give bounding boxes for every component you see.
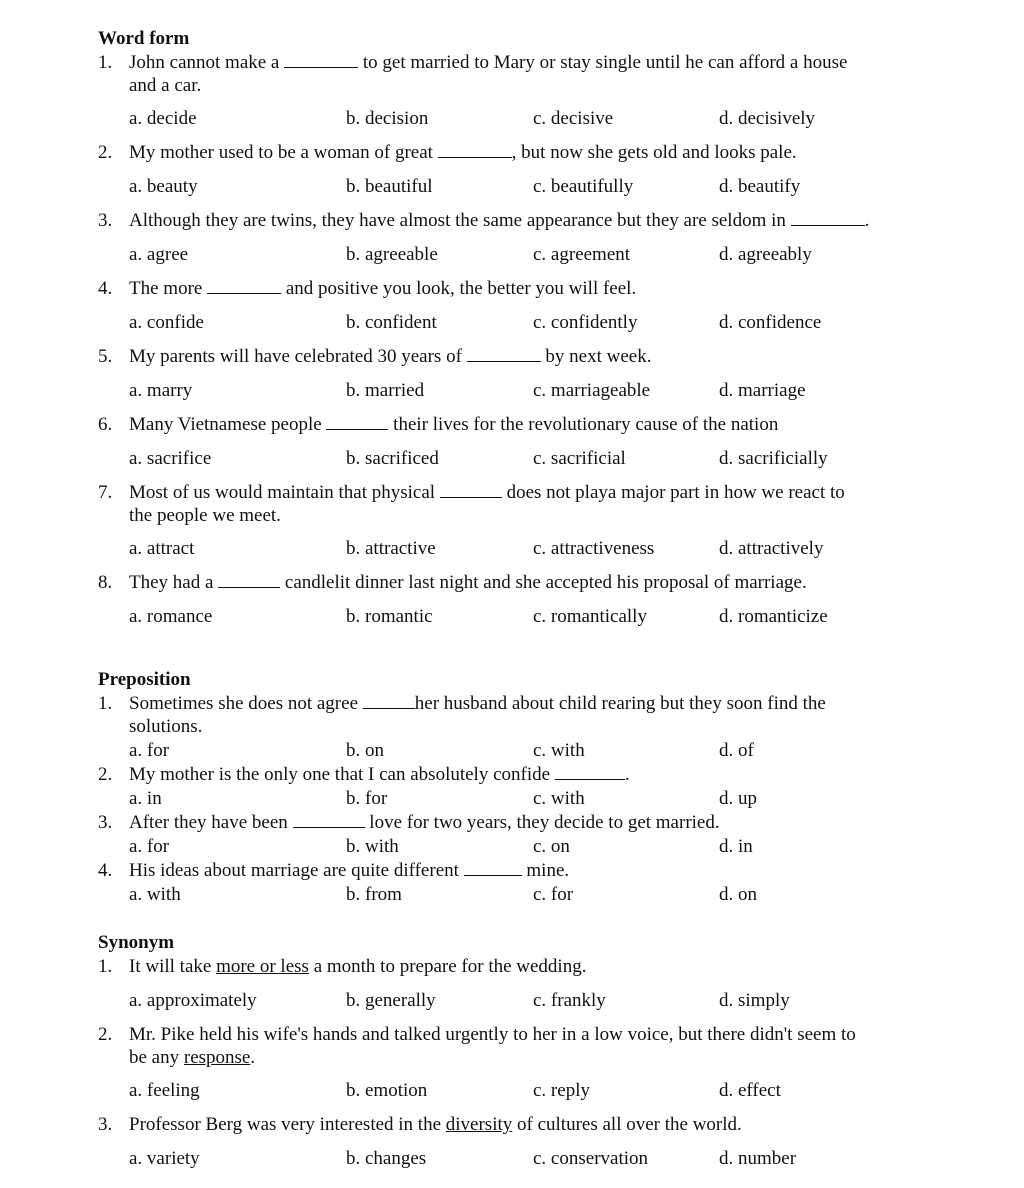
option-a[interactable]: a. attract bbox=[129, 538, 195, 559]
question-item bbox=[98, 811, 938, 858]
question-text-continued: and a car. bbox=[129, 75, 202, 96]
option-b[interactable]: b. on bbox=[346, 740, 384, 761]
answer-options bbox=[98, 835, 938, 858]
question-number: 2. bbox=[98, 142, 113, 163]
question-item bbox=[98, 413, 938, 470]
option-d[interactable]: d. attractively bbox=[719, 538, 824, 559]
option-c[interactable]: c. conservation bbox=[533, 1148, 649, 1169]
question-number: 1. bbox=[98, 956, 113, 977]
question-text-before: Although they are twins, they have almost the same appearance but they are seldom in bbox=[129, 210, 786, 231]
question-text bbox=[98, 277, 938, 300]
answer-blank bbox=[555, 765, 625, 780]
answer-options bbox=[98, 537, 938, 560]
question-text bbox=[98, 692, 938, 738]
option-a[interactable]: a. confide bbox=[129, 312, 204, 333]
answer-blank bbox=[207, 279, 281, 294]
question-text-before: My mother used to be a woman of great bbox=[129, 142, 433, 163]
answer-options bbox=[98, 787, 938, 810]
option-c[interactable]: c. frankly bbox=[533, 990, 606, 1011]
answer-blank bbox=[326, 415, 388, 430]
question-text bbox=[98, 1023, 938, 1069]
question-item bbox=[98, 763, 938, 810]
option-c[interactable]: c. marriageable bbox=[533, 380, 651, 401]
question-text bbox=[98, 481, 938, 527]
option-a[interactable]: a. beauty bbox=[129, 176, 198, 197]
question-number: 6. bbox=[98, 414, 113, 435]
question-text-before: The more bbox=[129, 278, 203, 299]
question-item bbox=[98, 1023, 938, 1102]
option-c[interactable]: c. beautifully bbox=[533, 176, 634, 197]
answer-blank bbox=[363, 694, 415, 709]
option-b[interactable]: b. for bbox=[346, 788, 388, 809]
question-text bbox=[98, 859, 938, 882]
question-text-after: . bbox=[250, 1047, 256, 1068]
option-d[interactable]: d. sacrificially bbox=[719, 448, 828, 469]
answer-blank bbox=[218, 573, 280, 588]
section-heading: Preposition bbox=[98, 669, 191, 690]
question-number: 5. bbox=[98, 346, 113, 367]
option-b[interactable]: b. emotion bbox=[346, 1080, 428, 1101]
question-text-before: Professor Berg was very interested in the bbox=[129, 1114, 442, 1135]
question-text-after: mine. bbox=[526, 860, 570, 881]
question-text-continued: solutions. bbox=[129, 716, 203, 737]
option-b[interactable]: b. married bbox=[346, 380, 425, 401]
option-d[interactable]: d. number bbox=[719, 1148, 797, 1169]
question-text-before: It will take bbox=[129, 956, 212, 977]
question-text-before: His ideas about marriage are quite different bbox=[129, 860, 459, 881]
question-text-after: love for two years, they decide to get married. bbox=[369, 812, 720, 833]
option-c[interactable]: c. sacrificial bbox=[533, 448, 626, 469]
answer-options bbox=[98, 605, 938, 628]
question-text-before: After they have been bbox=[129, 812, 288, 833]
option-b[interactable]: b. beautiful bbox=[346, 176, 433, 197]
question-text-before: Many Vietnamese people bbox=[129, 414, 322, 435]
question-text bbox=[98, 209, 938, 232]
option-b[interactable]: b. generally bbox=[346, 990, 436, 1011]
question-text-after: by next week. bbox=[545, 346, 652, 367]
answer-options bbox=[98, 447, 938, 470]
option-a[interactable]: a. for bbox=[129, 836, 170, 857]
question-item bbox=[98, 345, 938, 402]
question-text-after: her husband about child rearing but they soon find the bbox=[414, 693, 826, 714]
option-b[interactable]: b. romantic bbox=[346, 606, 433, 627]
section-preposition bbox=[98, 668, 938, 906]
question-number: 3. bbox=[98, 812, 113, 833]
option-d[interactable]: d. on bbox=[719, 884, 757, 905]
option-b[interactable]: b. agreeable bbox=[346, 244, 438, 265]
section-word-form bbox=[98, 27, 938, 628]
option-a[interactable]: a. decide bbox=[129, 108, 197, 129]
option-a[interactable]: a. in bbox=[129, 788, 162, 809]
question-number: 8. bbox=[98, 572, 113, 593]
question-text bbox=[98, 345, 938, 368]
option-b[interactable]: b. with bbox=[346, 836, 399, 857]
question-text-before: My mother is the only one that I can absolutely confide bbox=[129, 764, 551, 785]
option-d[interactable]: d. beautify bbox=[719, 176, 801, 197]
answer-blank bbox=[284, 53, 358, 68]
option-d[interactable]: d. romanticize bbox=[719, 606, 828, 627]
option-c[interactable]: c. on bbox=[533, 836, 570, 857]
option-b[interactable]: b. decision bbox=[346, 108, 429, 129]
question-text-after: a month to prepare for the wedding. bbox=[313, 956, 587, 977]
option-a[interactable]: a. approximately bbox=[129, 990, 257, 1011]
option-b[interactable]: b. from bbox=[346, 884, 402, 905]
option-d[interactable]: d. of bbox=[719, 740, 754, 761]
question-text bbox=[98, 811, 938, 834]
question-text-before: Sometimes she does not agree bbox=[129, 693, 359, 714]
question-number: 7. bbox=[98, 482, 113, 503]
question-text-before: John cannot make a bbox=[129, 52, 280, 73]
underlined-phrase: more or less bbox=[216, 956, 309, 977]
option-c[interactable]: c. attractiveness bbox=[533, 538, 655, 559]
option-a[interactable]: a. marry bbox=[129, 380, 193, 401]
answer-options bbox=[98, 1147, 938, 1170]
option-b[interactable]: b. attractive bbox=[346, 538, 436, 559]
answer-options bbox=[98, 175, 938, 198]
underlined-phrase: diversity bbox=[445, 1114, 513, 1135]
answer-options bbox=[98, 107, 938, 130]
section-heading: Word form bbox=[98, 28, 190, 49]
question-text bbox=[98, 51, 938, 97]
answer-blank bbox=[293, 813, 365, 828]
question-number: 4. bbox=[98, 860, 113, 881]
question-text bbox=[98, 141, 938, 164]
option-b[interactable]: b. sacrificed bbox=[346, 448, 439, 469]
option-b[interactable]: b. changes bbox=[346, 1148, 427, 1169]
question-number: 2. bbox=[98, 764, 113, 785]
answer-options bbox=[98, 989, 938, 1012]
question-number: 1. bbox=[98, 693, 113, 714]
option-a[interactable]: a. agree bbox=[129, 244, 189, 265]
option-d[interactable]: d. up bbox=[719, 788, 757, 809]
question-number: 1. bbox=[98, 52, 113, 73]
question-number: 3. bbox=[98, 1114, 113, 1135]
option-b[interactable]: b. confident bbox=[346, 312, 437, 333]
answer-options bbox=[98, 311, 938, 334]
question-text-after: does not playa major part in how we react to bbox=[506, 482, 845, 503]
question-number: 4. bbox=[98, 278, 113, 299]
option-a[interactable]: a. feeling bbox=[129, 1080, 200, 1101]
question-text-after: . bbox=[624, 764, 630, 785]
answer-blank bbox=[467, 347, 541, 362]
question-item bbox=[98, 51, 938, 130]
question-item bbox=[98, 955, 938, 1012]
section-synonym bbox=[98, 931, 938, 1170]
answer-options bbox=[98, 379, 938, 402]
option-d[interactable]: d. agreeably bbox=[719, 244, 812, 265]
option-a[interactable]: a. sacrifice bbox=[129, 448, 212, 469]
question-text-after: of cultures all over the world. bbox=[517, 1114, 742, 1135]
answer-options bbox=[98, 1079, 938, 1102]
answer-blank bbox=[791, 211, 865, 226]
section-heading: Synonym bbox=[98, 932, 175, 953]
option-c[interactable]: c. with bbox=[533, 788, 585, 809]
question-text-after: their lives for the revolutionary cause of the nation bbox=[393, 414, 779, 435]
option-c[interactable]: c. romantically bbox=[533, 606, 647, 627]
question-item bbox=[98, 1113, 938, 1170]
question-text-before: My parents will have celebrated 30 years of bbox=[129, 346, 462, 367]
answer-blank bbox=[464, 861, 522, 876]
question-item bbox=[98, 859, 938, 906]
option-c[interactable]: c. with bbox=[533, 740, 585, 761]
option-c[interactable]: c. reply bbox=[533, 1080, 590, 1101]
option-c[interactable]: c. for bbox=[533, 884, 574, 905]
question-item bbox=[98, 277, 938, 334]
answer-blank bbox=[440, 483, 502, 498]
option-a[interactable]: a. romance bbox=[129, 606, 213, 627]
question-text-after: to get married to Mary or stay single until he can afford a house bbox=[362, 52, 848, 73]
option-d[interactable]: d. simply bbox=[719, 990, 790, 1011]
question-text-continued: be any bbox=[129, 1047, 180, 1068]
question-text-after: , but now she gets old and looks pale. bbox=[511, 142, 797, 163]
answer-options bbox=[98, 739, 938, 762]
question-number: 3. bbox=[98, 210, 113, 231]
question-text-after: and positive you look, the better you will feel. bbox=[285, 278, 637, 299]
option-d[interactable]: d. marriage bbox=[719, 380, 806, 401]
answer-options bbox=[98, 243, 938, 266]
question-item bbox=[98, 692, 938, 762]
answer-options bbox=[98, 883, 938, 906]
option-c[interactable]: c. agreement bbox=[533, 244, 631, 265]
question-number: 2. bbox=[98, 1024, 113, 1045]
question-text-before: They had a bbox=[129, 572, 214, 593]
question-item bbox=[98, 209, 938, 266]
question-text-after: candlelit dinner last night and she accepted his proposal of marriage. bbox=[284, 572, 807, 593]
question-text-before: Mr. Pike held his wife's hands and talked urgently to her in a low voice, but there didn't seem to bbox=[129, 1024, 856, 1045]
option-c[interactable]: c. decisive bbox=[533, 108, 614, 129]
option-d[interactable]: d. in bbox=[719, 836, 753, 857]
question-item bbox=[98, 141, 938, 198]
option-a[interactable]: a. for bbox=[129, 740, 170, 761]
question-item bbox=[98, 481, 938, 560]
option-d[interactable]: d. effect bbox=[719, 1080, 781, 1101]
answer-blank bbox=[438, 143, 512, 158]
option-c[interactable]: c. confidently bbox=[533, 312, 638, 333]
question-text bbox=[98, 413, 938, 436]
question-item bbox=[98, 571, 938, 628]
question-text bbox=[98, 1113, 938, 1136]
option-a[interactable]: a. variety bbox=[129, 1148, 200, 1169]
option-d[interactable]: d. confidence bbox=[719, 312, 822, 333]
question-text bbox=[98, 955, 938, 978]
question-text-continued: the people we meet. bbox=[129, 505, 281, 526]
question-text bbox=[98, 763, 938, 786]
underlined-phrase: response bbox=[183, 1047, 251, 1068]
question-text-before: Most of us would maintain that physical bbox=[129, 482, 436, 503]
option-a[interactable]: a. with bbox=[129, 884, 181, 905]
option-d[interactable]: d. decisively bbox=[719, 108, 816, 129]
question-text-after: . bbox=[864, 210, 870, 231]
question-text bbox=[98, 571, 938, 594]
